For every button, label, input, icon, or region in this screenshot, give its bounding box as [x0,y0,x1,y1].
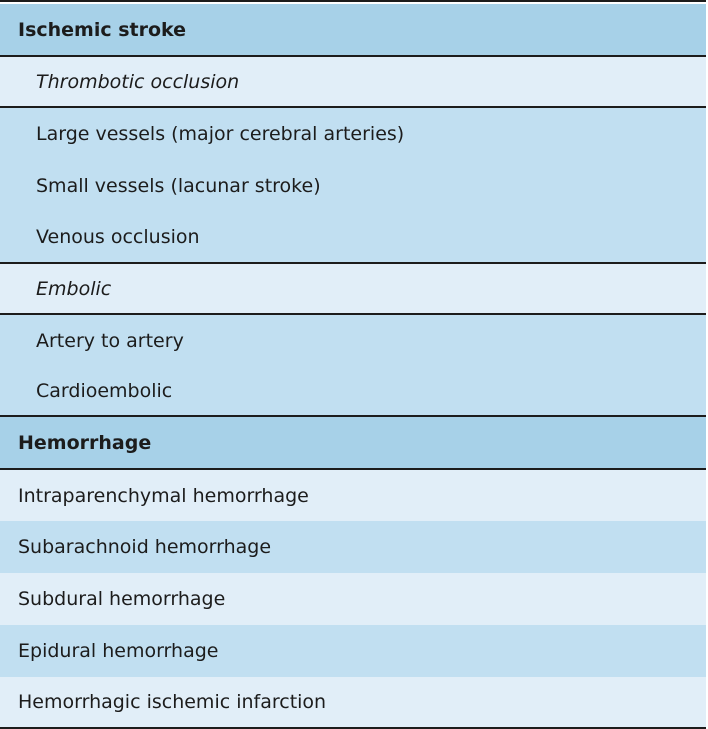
table-row [0,212,706,262]
section-header-label: Ischemic stroke [18,19,187,41]
row-label: Hemorrhagic ischemic infarction [18,691,327,713]
row-label: Subarachnoid hemorrhage [18,536,272,558]
section-header-label: Hemorrhage [18,431,152,454]
table-row [0,160,706,212]
subgroup-thrombotic-occlusion [0,57,706,107]
row-label: Epidural hemorrhage [18,640,219,662]
subgroup-label: Embolic [36,278,112,300]
row-label: Large vessels (major cerebral arteries) [36,123,405,145]
row-label: Intraparenchymal hemorrhage [18,484,309,507]
section-header-ischemic-stroke [0,4,706,56]
table-row [0,470,706,521]
table-row [0,521,706,573]
table-row [0,677,706,727]
row-label: Artery to artery [36,330,184,352]
section-header-hemorrhage [0,417,706,468]
row-label: Venous occlusion [36,226,200,248]
subgroup-label: Thrombotic occlusion [36,71,240,93]
row-label: Cardioembolic [36,380,173,402]
subgroup-embolic [0,264,706,314]
table-row [0,108,706,160]
row-label: Subdural hemorrhage [18,588,226,610]
row-label: Small vessels (lacunar stroke) [36,175,321,197]
table-row [0,367,706,415]
table-row [0,573,706,625]
table-row [0,625,706,677]
table-row [0,315,706,367]
